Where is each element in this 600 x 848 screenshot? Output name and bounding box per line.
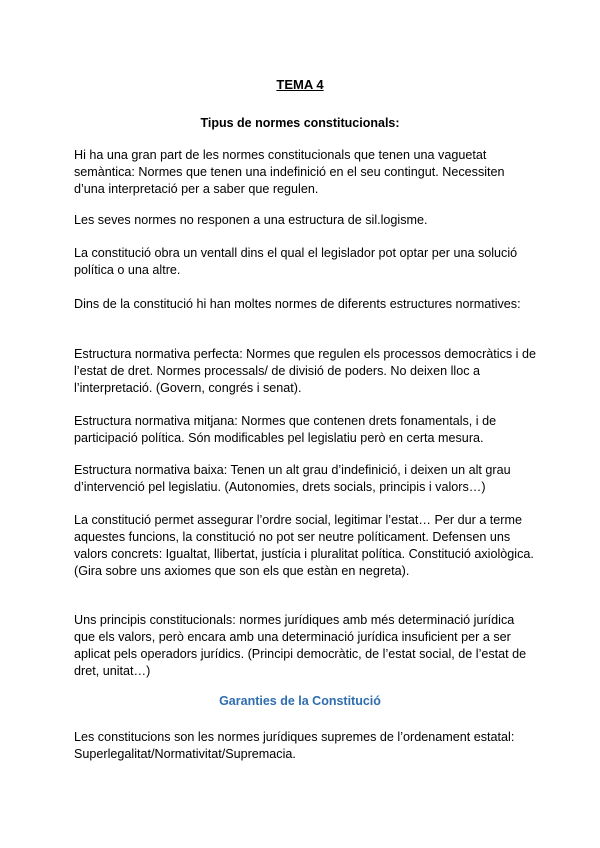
paragraph-estructures: Dins de la constitució hi han moltes normes de diferents estructures normatives: (74, 297, 521, 311)
page-title: TEMA 4 (276, 77, 324, 92)
paragraph-ventall: La constitució obra un ventall dins el qual el legislador pot optar per una solució política o una altre. (74, 246, 518, 277)
page-subtitle: Tipus de normes constitucionals: (200, 116, 400, 130)
paragraph-principis: Uns principis constitucionals: normes jurídiques amb més determinació jurídica que els valors, però encara amb una determinació jurídica insuficient per a ser aplicat pels operadors jurídics. (Principi democràtic, de l’estat social, de l’estat de dret, unitat…) (74, 613, 527, 678)
paragraph-estructura-perfecta: Estructura normativa perfecta: Normes que regulen els processos democràtics i de l’estat de dret. Normes processals/ de divisió de poders. No deixen lloc a l’interpretació. (Govern, congrés i senat). (74, 347, 536, 395)
paragraph-ordre-social: La constitució permet assegurar l’ordre social, legitimar l’estat… Per dur a terme aquestes funcions, la constitució no pot ser neutre políticament. Defensen uns valors concrets: Igualtat, llibertat, justícia i pluralitat política. Constitució axiològica. (Gira sobre uns axiomes que son els que estàn en negreta). (74, 513, 534, 578)
paragraph-estructura-mitjana: Estructura normativa mitjana: Normes que contenen drets fonamentals, i de participació política. Són modificables pel legislatiu però en certa mesura. (74, 414, 497, 445)
paragraph-supremacia: Les constitucions son les normes jurídiques supremes de l’ordenament estatal: Superlegalitat/Normativitat/Supremacia. (74, 730, 515, 761)
section-heading: Garanties de la Constitució (219, 694, 381, 708)
paragraph-sillogisme: Les seves normes no responen a una estructura de sil.logisme. (74, 213, 428, 227)
paragraph-vaguetat: Hi ha una gran part de les normes constitucionals que tenen una vaguetat semàntica: Normes que tenen una indefinició en el seu contingut. Necessiten d’una interpretació per a saber que regulen. (74, 148, 505, 196)
paragraph-estructura-baixa: Estructura normativa baixa: Tenen un alt grau d’indefinició, i deixen un alt grau d’intervenció pel legislatiu. (Autonomies, drets socials, principis i valors…) (74, 463, 511, 494)
